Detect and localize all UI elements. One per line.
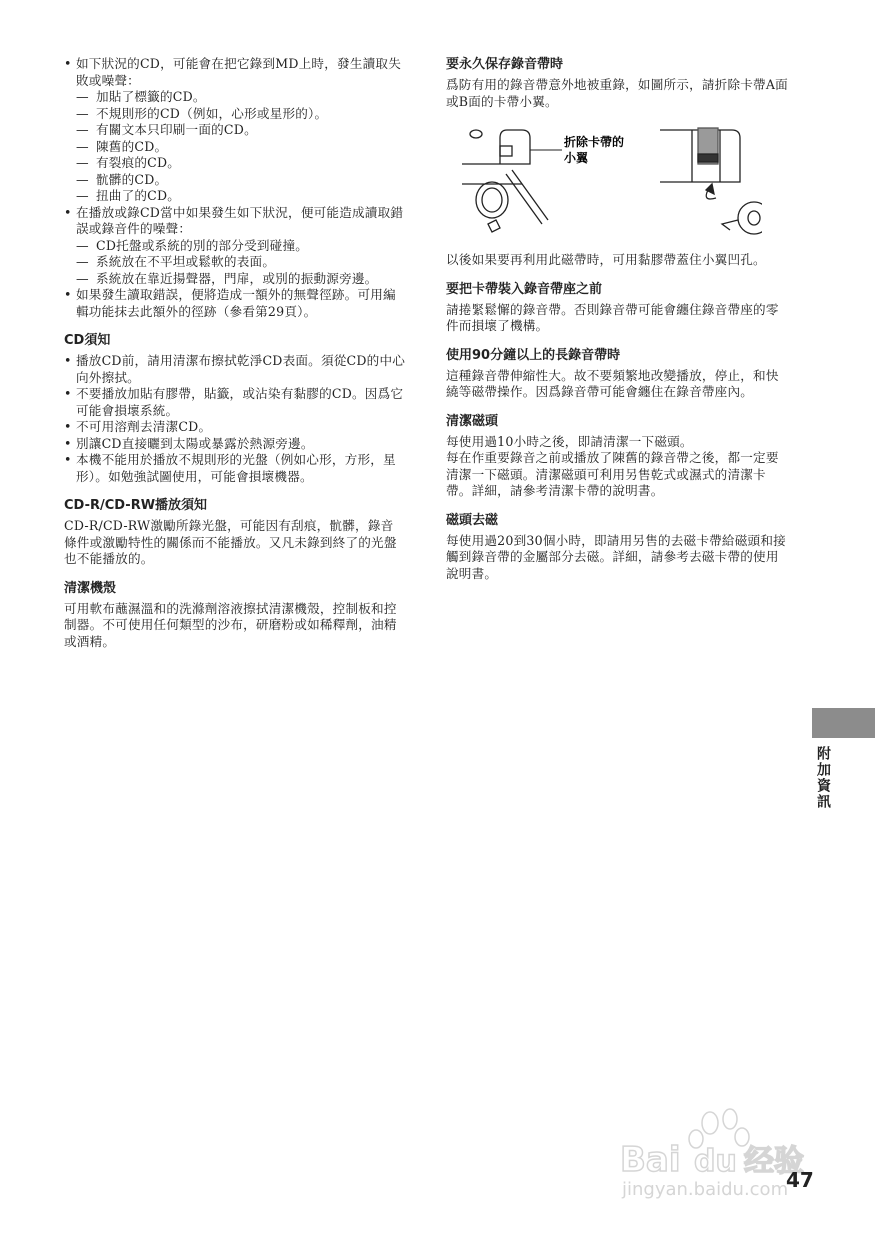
cdr-section <box>64 497 406 568</box>
section-heading: 清潔磁頭 <box>446 413 499 429</box>
long-tape-section <box>446 347 788 401</box>
section-heading: CD須知 <box>64 333 111 348</box>
sub-item: — 骯髒的CD。 <box>76 172 406 189</box>
list-item: • 不可用溶劑去清潔CD。 <box>64 419 406 436</box>
section-heading: CD-R/CD-RW播放須知 <box>64 498 208 513</box>
section-body: 這種錄音帶伸縮性大。故不要頻繁地改變播放，停止，和快繞等磁帶操作。因爲錄音帶可能會纏住在錄音帶座內。 <box>446 367 779 399</box>
left-column <box>64 56 406 650</box>
watermark-brand: Bai <box>620 1140 681 1180</box>
sub-item: — 不規則形的CD（例如，心形或星形的）。 <box>76 106 406 123</box>
sub-item: — 系統放在靠近揚聲器，門扉，或別的振動源旁邊。 <box>76 271 406 288</box>
intro-bullet-text: 在播放或錄CD當中如果發生如下狀況，便可能造成讀取錯誤或錄音件的噪聲： <box>76 204 404 236</box>
list-item: • 本機不能用於播放不規則形的光盤（例如心形，方形，星形）。如勉強試圖使用，可能會損壞機器。 <box>64 452 406 485</box>
sub-item: — 有關文本只印刷一面的CD。 <box>76 122 406 139</box>
watermark-brand2: du <box>694 1144 737 1179</box>
clean-heads-section <box>446 413 788 500</box>
sub-item: — 扭曲了的CD。 <box>76 188 406 205</box>
figure-label-line1: 折除卡帶的 <box>564 135 625 149</box>
sub-item: — 系統放在不平坦或鬆軟的表面。 <box>76 254 406 271</box>
preserve-section <box>446 56 788 269</box>
sub-item: — CD托盤或系統的別的部分受到碰撞。 <box>76 238 406 255</box>
section-heading: 要永久保存錄音帶時 <box>446 57 564 72</box>
intro-bullet-text: 如下狀況的CD，可能會在把它錄到MD上時，發生讀取失敗或噪聲： <box>76 56 401 88</box>
section-body: CD-R/CD-RW激勵所錄光盤，可能因有刮痕，骯髒，錄音條件或激勵特性的關係而不能播放。又凡未錄到終了的光盤也不能播放的。 <box>64 518 397 566</box>
side-tab-marker <box>812 708 875 738</box>
section-body: 可用軟布蘸濕溫和的洗滌劑溶液擦拭清潔機殼，控制板和控制器。不可使用任何類型的沙布，研磨粉或如稀釋劑，油精或酒精。 <box>64 600 397 649</box>
page-number: 47 <box>786 1168 814 1192</box>
cd-notes-section <box>64 332 406 485</box>
intro-bullet-3 <box>64 287 406 320</box>
section-heading: 使用90分鐘以上的長錄音帶時 <box>446 347 621 363</box>
intro-bullet-text: 如果發生讀取錯誤，便將造成一額外的無聲徑跡。可用編輯功能抹去此額外的徑跡（參看第29頁）。 <box>76 287 396 319</box>
intro-bullet-2 <box>64 205 406 288</box>
list-item: • 不要播放加貼有膠帶，貼籤，或沾染有黏膠的CD。因爲它可能會損壞系統。 <box>64 386 406 419</box>
section-body: 每使用過20到30個小時，即請用另售的去磁卡帶給磁頭和接觸到錄音帶的金屬部分去磁。詳細，請參考去磁卡帶的使用說明書。 <box>446 532 786 581</box>
insert-section <box>446 281 788 335</box>
figure-label-line2: 小翼 <box>564 151 589 165</box>
sub-item: — 陳舊的CD。 <box>76 139 406 156</box>
side-label: 附加資訊 <box>815 746 831 810</box>
demag-section <box>446 512 788 583</box>
watermark-cn: 经验 <box>744 1144 804 1179</box>
sub-item: — 加貼了標籤的CD。 <box>76 89 406 106</box>
section-body: 每使用過10小時之後，即請清潔一下磁頭。 <box>446 433 693 449</box>
intro-bullet-list <box>64 56 406 320</box>
right-column <box>446 56 788 582</box>
cassette-illustration <box>462 124 762 240</box>
section-body: 爲防有用的錄音帶意外地被重錄，如圖所示，請折除卡帶A面或B面的卡帶小翼。 <box>446 77 788 109</box>
sub-item: — 有裂痕的CD。 <box>76 155 406 172</box>
watermark-url: jingyan.baidu.com <box>622 1179 789 1200</box>
section-heading: 要把卡帶裝入錄音帶座之前 <box>446 281 603 297</box>
section-body: 每在作重要錄音之前或播放了陳舊的錄音帶之後，都一定要清潔一下磁頭。清潔磁頭可利用另售乾式或濕式的清潔卡帶。詳細，請參考清潔卡帶的說明書。 <box>446 450 779 498</box>
list-item: • 別讓CD直接曬到太陽或暴露於熱源旁邊。 <box>64 436 406 453</box>
cabinet-section <box>64 580 406 651</box>
section-body: 請捲緊鬆懈的錄音帶。否則錄音帶可能會纏住錄音帶座的零件而損壞了機構。 <box>446 301 779 333</box>
section-body: 以後如果要再利用此磁帶時，可用黏膠帶蓋住小翼凹孔。 <box>446 252 766 267</box>
intro-sub-list <box>76 238 406 288</box>
cassette-tab-figure <box>462 124 762 240</box>
list-item: • 播放CD前，請用清潔布擦拭乾淨CD表面。須從CD的中心向外擦拭。 <box>64 353 406 386</box>
section-heading: 磁頭去磁 <box>446 512 499 528</box>
intro-bullet-1 <box>64 56 406 205</box>
section-heading: 清潔機殼 <box>64 580 117 596</box>
cd-notes-list <box>64 353 406 485</box>
intro-sub-list <box>76 89 406 205</box>
